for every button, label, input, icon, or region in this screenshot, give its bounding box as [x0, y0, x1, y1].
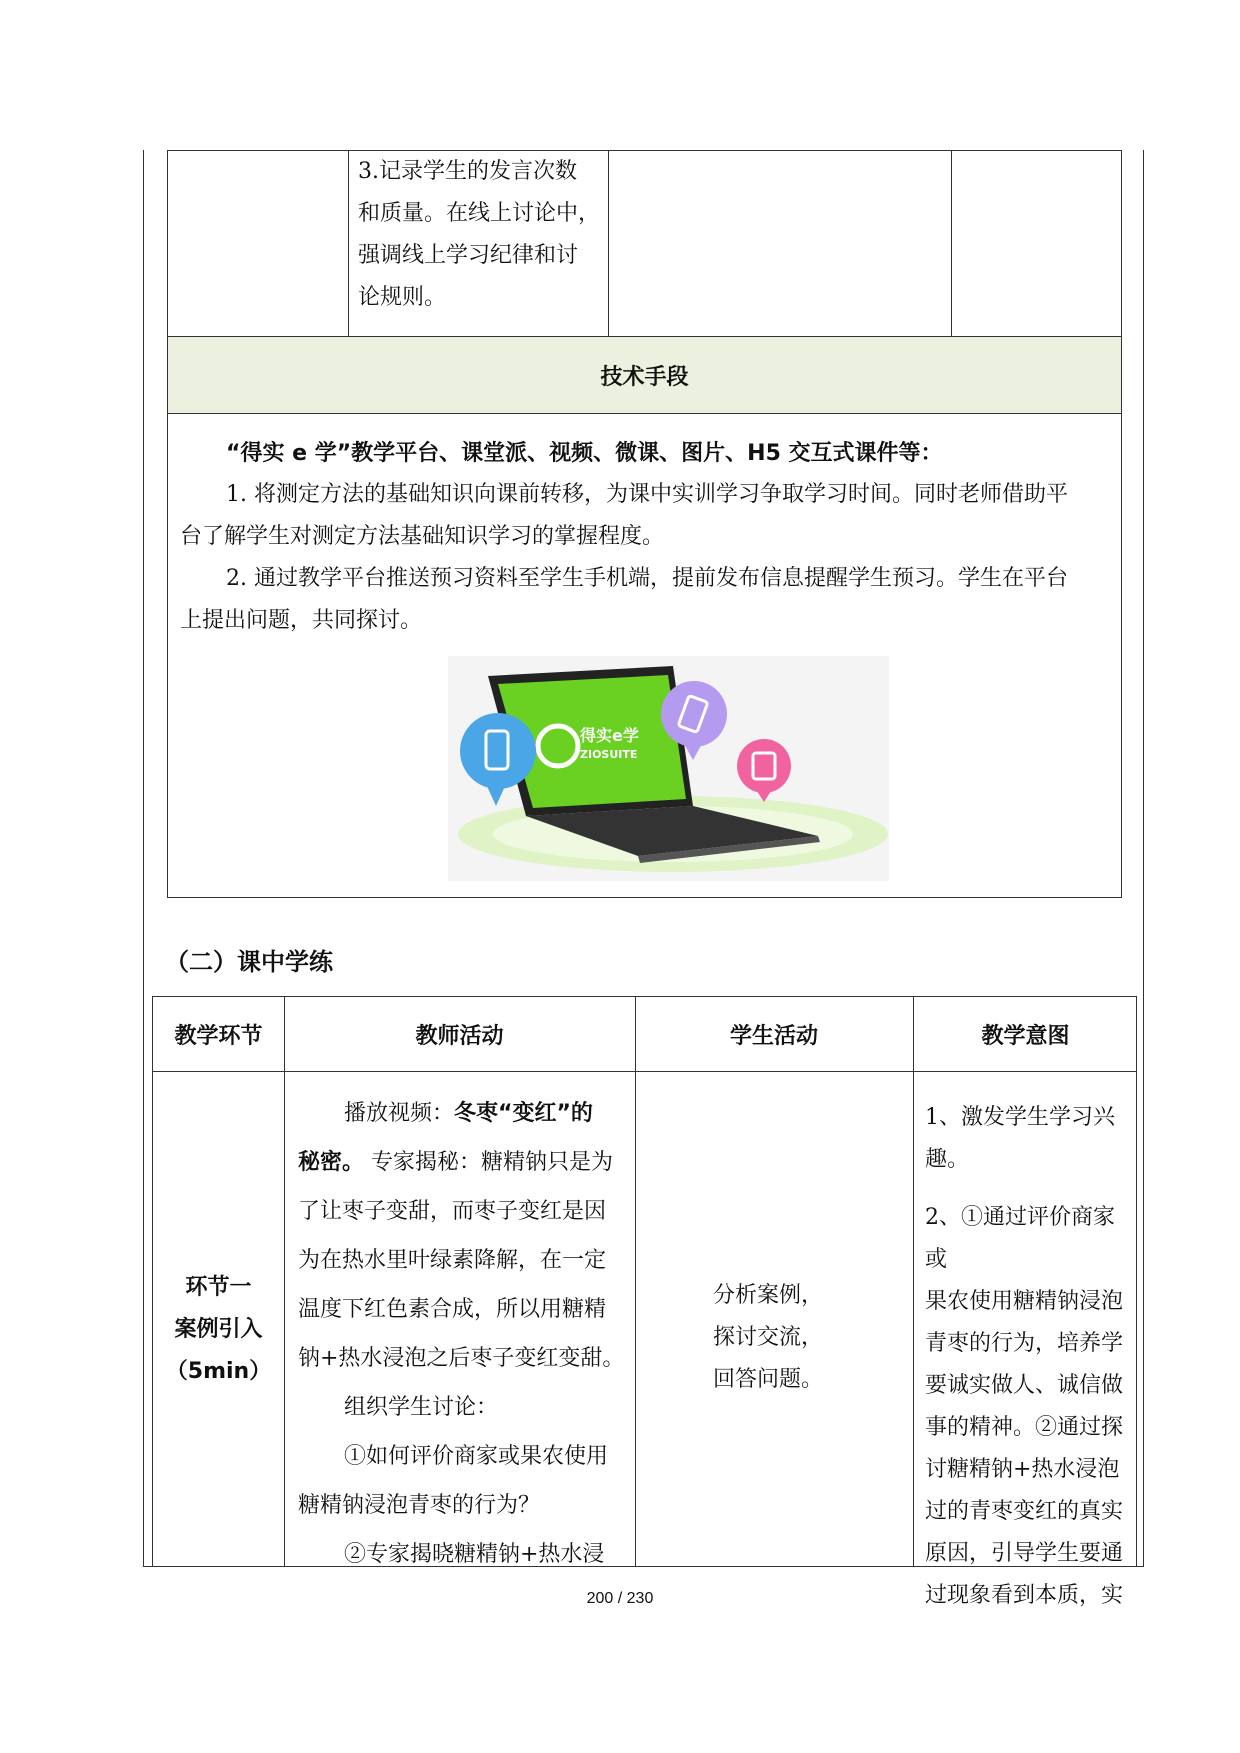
tech-p1-line2: 台了解学生对测定方法基础知识学习的掌握程度。 — [180, 524, 665, 549]
tech-paragraph-2 — [180, 558, 1110, 600]
teacher-line-9: 糖精钠浸泡青枣的行为？ — [298, 1493, 541, 1518]
student-line: 分析案例， — [713, 1283, 824, 1308]
tech-p1-line1: 1. 将测定方法的基础知识向课前转移，为课中实训学习争取学习时间。同时老师借助平 — [226, 482, 1068, 507]
intent-cell — [925, 1097, 1135, 1617]
intent-line: 青枣的行为，培养学 — [925, 1331, 1124, 1356]
intent-line: 1、激发学生学习兴 — [925, 1105, 1115, 1130]
teacher-line-3: 了让枣子变甜，而枣子变红是因 — [298, 1199, 607, 1224]
record-line: 强调线上学习纪律和讨 — [358, 243, 579, 268]
platform-image — [448, 656, 889, 881]
intent-line: 过的青枣变红的真实 — [925, 1499, 1124, 1524]
page-number: 200 / 230 — [586, 1590, 654, 1607]
teacher-line-6: 钠+热水浸泡之后枣子变红变甜。 — [298, 1346, 625, 1371]
col-divider — [608, 151, 609, 336]
intent-line: 事的精神。②通过探 — [925, 1415, 1124, 1440]
student-cell — [713, 1275, 823, 1401]
stage-line: （5min） — [165, 1359, 272, 1384]
record-cell — [358, 151, 603, 319]
col-divider — [348, 151, 349, 336]
phone-bubble-icon — [460, 713, 536, 789]
header-intent: 教学意图 — [981, 1023, 1070, 1049]
tech-header — [168, 336, 1121, 414]
bottom-border — [143, 1566, 1144, 1567]
teacher-cell — [298, 1089, 628, 1579]
row-divider — [153, 1071, 1136, 1072]
col-divider — [913, 997, 914, 1566]
teacher-l2-rest: 专家揭秘：糖精钠只是为 — [371, 1150, 614, 1175]
tech-paragraph-1 — [180, 474, 1110, 516]
header-teacher: 教师活动 — [415, 1023, 504, 1049]
student-line: 探讨交流， — [713, 1325, 824, 1350]
teacher-line-4: 为在热水里叶绿素降解，在一定 — [298, 1248, 607, 1273]
tech-lead: “得实 e 学”教学平台、课堂派、视频、微课、图片、H5 交互式课件等： — [226, 441, 943, 466]
section-title: （二）课中学练 — [165, 948, 333, 976]
col-divider — [635, 997, 636, 1566]
ipad-bubble-icon — [737, 739, 791, 793]
laptop-illustration — [448, 656, 889, 881]
intent-line: 2、①通过评价商家或 — [925, 1205, 1115, 1272]
record-line: 和质量。在线上讨论中， — [358, 201, 601, 226]
col-divider — [951, 151, 952, 336]
logo-en: ZIOSUITE — [580, 748, 638, 761]
tablet-bubble-icon — [661, 681, 727, 747]
record-line: 3.记录学生的发言次数 — [358, 159, 577, 184]
header-student: 学生活动 — [729, 1023, 818, 1049]
logo-cn: 得实e学 — [580, 726, 639, 745]
intent-line: 趣。 — [925, 1147, 970, 1172]
stage-line: 环节一 — [185, 1275, 252, 1300]
teacher-l1-bold: 冬枣“变红”的 — [454, 1101, 593, 1126]
intent-line: 讨糖精钠+热水浸泡 — [925, 1457, 1120, 1482]
col-divider — [284, 997, 285, 1566]
header-stage: 教学环节 — [174, 1023, 263, 1049]
tech-header-text: 技术手段 — [600, 364, 689, 390]
tech-table — [167, 150, 1122, 898]
stage-line: 案例引入 — [174, 1317, 263, 1342]
tech-p2-line1: 2. 通过教学平台推送预习资料至学生手机端，提前发布信息提醒学生预习。学生在平台 — [226, 566, 1068, 591]
student-line: 回答问题。 — [713, 1367, 824, 1392]
teacher-l2-bold: 秘密。 — [298, 1150, 365, 1175]
teacher-line-5: 温度下红色素合成，所以用糖精 — [298, 1297, 607, 1322]
teacher-l1-prefix: 播放视频： — [344, 1101, 455, 1126]
teacher-line-1 — [298, 1089, 628, 1138]
intent-line: 过现象看到本质，实 — [925, 1583, 1124, 1608]
intent-line: 果农使用糖精钠浸泡 — [925, 1289, 1124, 1314]
tech-p2-line2: 上提出问题，共同探讨。 — [180, 608, 423, 633]
teacher-line-2 — [298, 1138, 628, 1187]
stage-cell — [153, 1267, 284, 1393]
intent-line: 要诚实做人、诚信做 — [925, 1373, 1124, 1398]
record-line: 论规则。 — [358, 285, 447, 310]
teacher-line-10: ②专家揭晓糖精钠+热水浸 — [344, 1542, 605, 1567]
teacher-line-7: 组织学生讨论： — [344, 1395, 499, 1420]
intent-line: 原因，引导学生要通 — [925, 1541, 1124, 1566]
teacher-line-8: ①如何评价商家或果农使用 — [344, 1444, 609, 1469]
